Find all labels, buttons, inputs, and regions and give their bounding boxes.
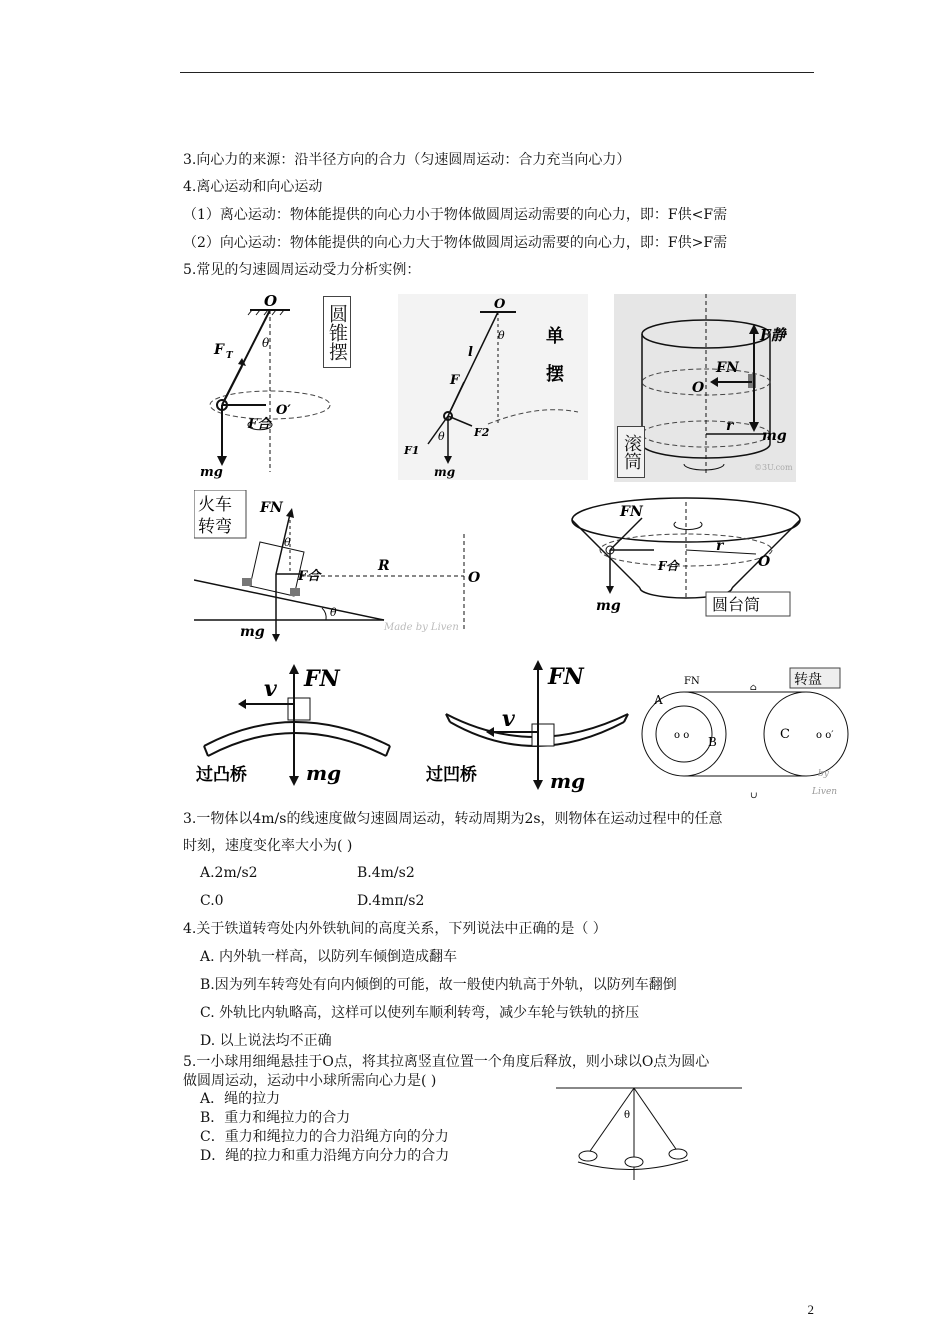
svg-text:过凸桥: 过凸桥 <box>196 765 247 785</box>
q3-stem-2: 时刻，速度变化率大小为( ) <box>183 838 353 854</box>
svg-text:R: R <box>378 558 390 574</box>
svg-text:O: O <box>468 570 481 586</box>
q5-option-a: A．绳的拉力 <box>200 1091 281 1107</box>
svg-text:FN: FN <box>684 676 700 687</box>
svg-text:θ: θ <box>624 1110 631 1121</box>
svg-text:FN: FN <box>548 664 584 690</box>
svg-text:o o: o o <box>674 730 690 741</box>
svg-text:r: r <box>716 538 724 554</box>
svg-text:火车: 火车 <box>198 495 232 515</box>
svg-text:mg: mg <box>550 769 586 793</box>
centripetal-line: （2）向心运动：物体能提供的向心力大于物体做圆周运动需要的向心力，即：F供>F需 <box>183 235 728 251</box>
conical-pendulum-label: 圆锥摆 <box>323 296 351 368</box>
q5-stem-2: 做圆周运动，运动中小球所需向心力是( ) <box>183 1073 437 1089</box>
svg-text:Made by Liven: Made by Liven <box>384 622 459 633</box>
q5-stem-1: 5.一小球用细绳悬挂于O点，将其拉离竖直位置一个角度后释放，则小球以O点为圆心 <box>183 1054 710 1070</box>
concave-bridge-figure <box>424 656 634 796</box>
train-figure <box>194 490 494 645</box>
svg-text:F合: F合 <box>248 417 271 432</box>
svg-text:O′: O′ <box>276 403 291 418</box>
svg-text:F合: F合 <box>658 559 679 573</box>
drum-label: 滚筒 <box>617 426 645 478</box>
svg-text:FN: FN <box>620 504 643 520</box>
q3-option-a: A.2m/s2 <box>200 865 258 881</box>
svg-text:θ: θ <box>498 329 505 342</box>
svg-text:O: O <box>692 380 705 396</box>
svg-text:mg: mg <box>596 598 621 614</box>
svg-text:©3U.com: ©3U.com <box>754 463 793 472</box>
svg-text:l: l <box>468 345 473 360</box>
q4-option-d: D. 以上说法均不正确 <box>200 1033 332 1049</box>
svg-text:FN: FN <box>260 500 283 516</box>
q3-option-c: C.0 <box>200 893 224 909</box>
q5-option-b: B．重力和绳拉力的合力 <box>200 1110 351 1126</box>
q3-option-b: B.4m/s2 <box>357 865 415 881</box>
svg-text:v: v <box>264 676 277 702</box>
q5-pendulum-figure <box>552 1082 746 1182</box>
svg-text:∪: ∪ <box>750 791 758 801</box>
svg-text:mg: mg <box>762 428 787 444</box>
svg-text:Liven: Liven <box>812 787 838 797</box>
svg-text:FN: FN <box>716 360 739 376</box>
svg-text:单: 单 <box>546 326 564 347</box>
svg-text:F: F <box>450 373 460 388</box>
centrifugal-line: （1）离心运动：物体能提供的向心力小于物体做圆周运动需要的向心力，即：F供<F需 <box>183 207 728 223</box>
svg-text:O: O <box>758 554 771 570</box>
svg-text:摆: 摆 <box>546 364 564 385</box>
q4-option-b: B.因为列车转弯处有向内倾倒的可能，故一般使内轨高于外轨，以防列车翻倒 <box>200 977 677 993</box>
svg-text:mg: mg <box>434 465 456 479</box>
q3-option-d: D.4mπ/s2 <box>357 893 425 909</box>
frustum-figure <box>566 492 806 620</box>
svg-text:θ: θ <box>438 430 445 443</box>
svg-text:FN: FN <box>304 666 340 692</box>
label-O: O <box>264 292 278 310</box>
svg-text:θ: θ <box>284 536 291 549</box>
svg-text:C: C <box>780 727 790 742</box>
svg-text:F合: F合 <box>298 569 321 584</box>
svg-text:T: T <box>226 351 233 361</box>
point-5-line: 5.常见的匀速圆周运动受力分析实例： <box>183 262 421 278</box>
svg-text:过凹桥: 过凹桥 <box>426 765 477 785</box>
svg-text:mg: mg <box>200 465 223 480</box>
svg-text:F2: F2 <box>474 426 490 439</box>
svg-text:o o′: o o′ <box>816 730 834 741</box>
convex-bridge-figure <box>194 658 404 788</box>
q5-option-d: D．绳的拉力和重力沿绳方向分力的合力 <box>200 1148 450 1164</box>
svg-text:v: v <box>502 706 515 732</box>
point-4-line: 4.离心运动和向心运动 <box>183 179 323 195</box>
point-3-line: 3.向心力的来源：沿半径方向的合力（匀速圆周运动：合力充当向心力） <box>183 152 631 168</box>
label-FT: F <box>214 342 224 358</box>
svg-text:by: by <box>818 769 829 779</box>
svg-text:A: A <box>654 693 663 707</box>
simple-pendulum-figure <box>398 294 588 480</box>
svg-text:r: r <box>726 418 734 434</box>
svg-text:⌂: ⌂ <box>750 683 757 693</box>
svg-text:mg: mg <box>240 624 265 640</box>
svg-text:B: B <box>708 735 717 749</box>
header-rule <box>180 72 814 73</box>
svg-text:mg: mg <box>306 761 342 785</box>
svg-text:F1: F1 <box>404 444 420 457</box>
svg-text:转盘: 转盘 <box>794 672 822 688</box>
svg-text:F静: F静 <box>760 326 786 344</box>
q4-option-c: C. 外轨比内轨略高，这样可以使列车顺利转弯，减少车轮与铁轨的挤压 <box>200 1005 640 1021</box>
page-number: 2 <box>807 1302 814 1317</box>
q3-stem-1: 3.一物体以4m/s的线速度做匀速圆周运动，转动周期为2s，则物体在运动过程中的任意 <box>183 811 723 827</box>
q5-option-c: C．重力和绳拉力的合力沿绳方向的分力 <box>200 1129 449 1145</box>
q4-option-a: A. 内外轨一样高，以防列车倾倒造成翻车 <box>200 949 458 965</box>
svg-text:圆台筒: 圆台筒 <box>712 595 761 614</box>
svg-text:O: O <box>494 297 506 312</box>
q4-stem: 4.关于铁道转弯处内外铁轨间的高度关系，下列说法中正确的是（ ） <box>183 921 607 937</box>
svg-text:θ: θ <box>330 606 337 619</box>
svg-text:θ: θ <box>262 336 270 350</box>
turntable-figure <box>640 666 860 802</box>
svg-text:转弯: 转弯 <box>198 517 232 537</box>
